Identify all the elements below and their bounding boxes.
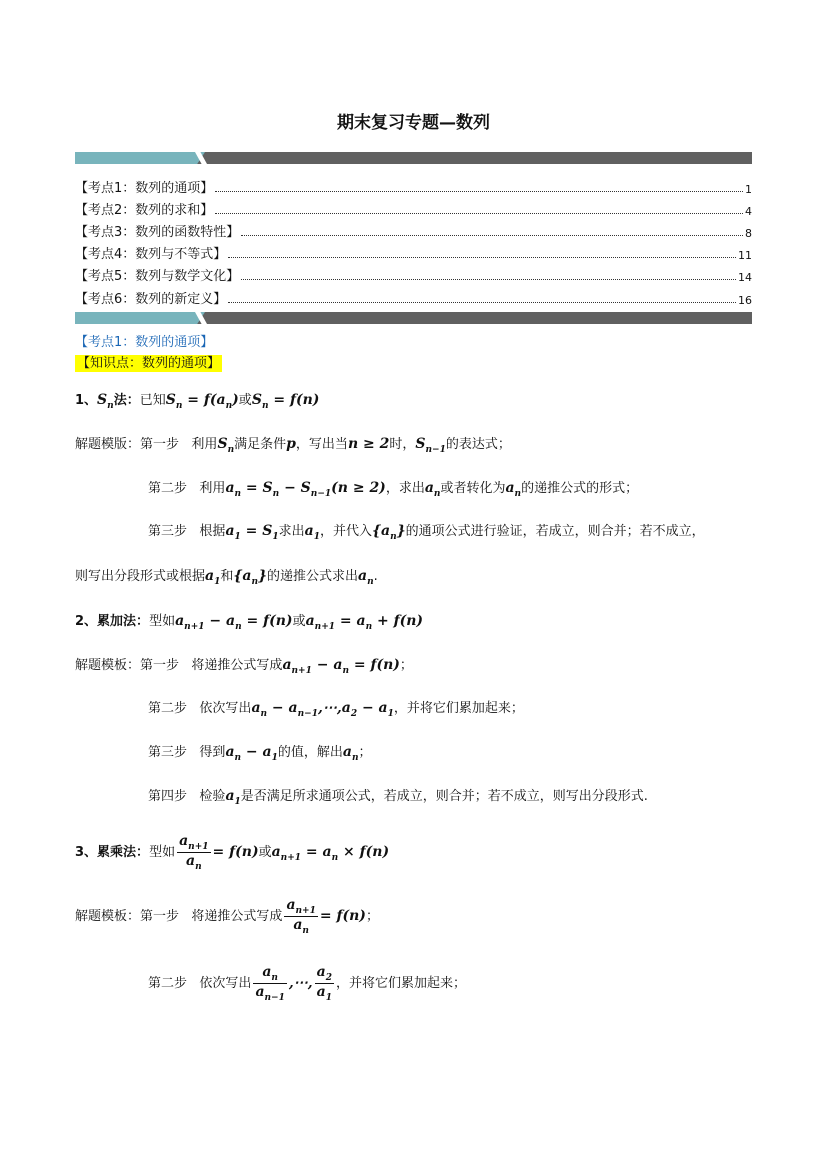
page-title: 期末复习专题—数列	[337, 113, 490, 133]
toc-page: 14	[738, 271, 752, 284]
method2-title: 2、累加法：型如$a_{n+1} - a_n = f(n)$或$a_{n+1} = a_n + f(n)$	[75, 613, 424, 632]
toc-label: 【考点6：数列的新定义】	[75, 292, 227, 307]
toc-label: 【考点3：数列的函数特性】	[75, 225, 240, 240]
method1-step1: 解题模版：第一步 利用$S_n$满足条件p，写出当n ≥ 2时，$S_{n-1}$的表达式；	[75, 436, 511, 455]
toc-label: 【考点4：数列与不等式】	[75, 247, 227, 262]
method2-step4: 第四步 检验$a_1$是否满足所求通项公式，若成立，则合并；若不成立，则写出分段形式.	[148, 788, 648, 807]
toc-entry[interactable]	[75, 199, 752, 218]
toc-label: 【考点2：数列的求和】	[75, 203, 214, 218]
method1-title: 1、$S_n$法：已知$S_n = f(a_n)$或$S_n = f(n)$	[75, 392, 320, 411]
method1-step3-cont: 则写出分段形式或根据$a_1$和$\{a_n\}$的递推公式求出$a_n$.	[75, 568, 378, 587]
toc-page: 4	[745, 205, 752, 218]
toc-label: 【考点1：数列的通项】	[75, 181, 214, 196]
method2-step2: 第二步 依次写出$a_n$ − $a_{n-1},\cdots,a_2 - a_1$，并将它们累加起来；	[148, 700, 524, 719]
toc-page: 11	[738, 249, 752, 262]
header-band-top	[75, 152, 752, 164]
method1-step3: 第三步 根据$a_1 = S_1$求出$a_1$，并代入$\{a_n\}$的通项公式进行验证，若成立，则合并；若不成立，	[148, 523, 705, 542]
toc-page: 16	[738, 294, 752, 307]
knowledge-tag: 【知识点：数列的通项】	[77, 356, 221, 371]
method2-step3: 第三步 得到$a_n - a_1$的值，解出$a_n$；	[148, 744, 372, 763]
toc-entry[interactable]	[75, 265, 752, 284]
method3-step1: 解题模板：第一步 将递推公式写成 $\frac{a_{n+1}}{a_n}$ = f(n)；	[75, 897, 379, 936]
toc-entry[interactable]	[75, 243, 752, 262]
section-heading: 【考点1：数列的通项】	[75, 335, 214, 350]
method1-step2: 第二步 利用$a_n = S_n - S_{n-1}(n \ge 2)$，求出$a_n$或者转化为$a_n$的递推公式的形式；	[148, 480, 639, 499]
method3-step2: 第二步 依次写出 $\frac{a_n}{a_{n-1}}$ ,⋯, $\frac{a_2}{a_1}$ ，并将它们累加起来；	[148, 964, 466, 1003]
toc-page: 1	[745, 183, 752, 196]
header-band-bottom	[75, 312, 752, 324]
toc-page: 8	[745, 227, 752, 240]
toc-label: 【考点5：数列与数学文化】	[75, 269, 240, 284]
toc-entry[interactable]	[75, 221, 752, 240]
method2-step1: 解题模板：第一步 将递推公式写成$a_{n+1} - a_n = f(n)$；	[75, 657, 413, 676]
toc-entry[interactable]	[75, 288, 752, 307]
toc-entry[interactable]	[75, 177, 752, 196]
method3-title: 3、累乘法：型如 $\frac{a_{n+1}}{a_n}$ = f(n)或$a_{n+1} = a_n \times f(n)$	[75, 833, 390, 872]
